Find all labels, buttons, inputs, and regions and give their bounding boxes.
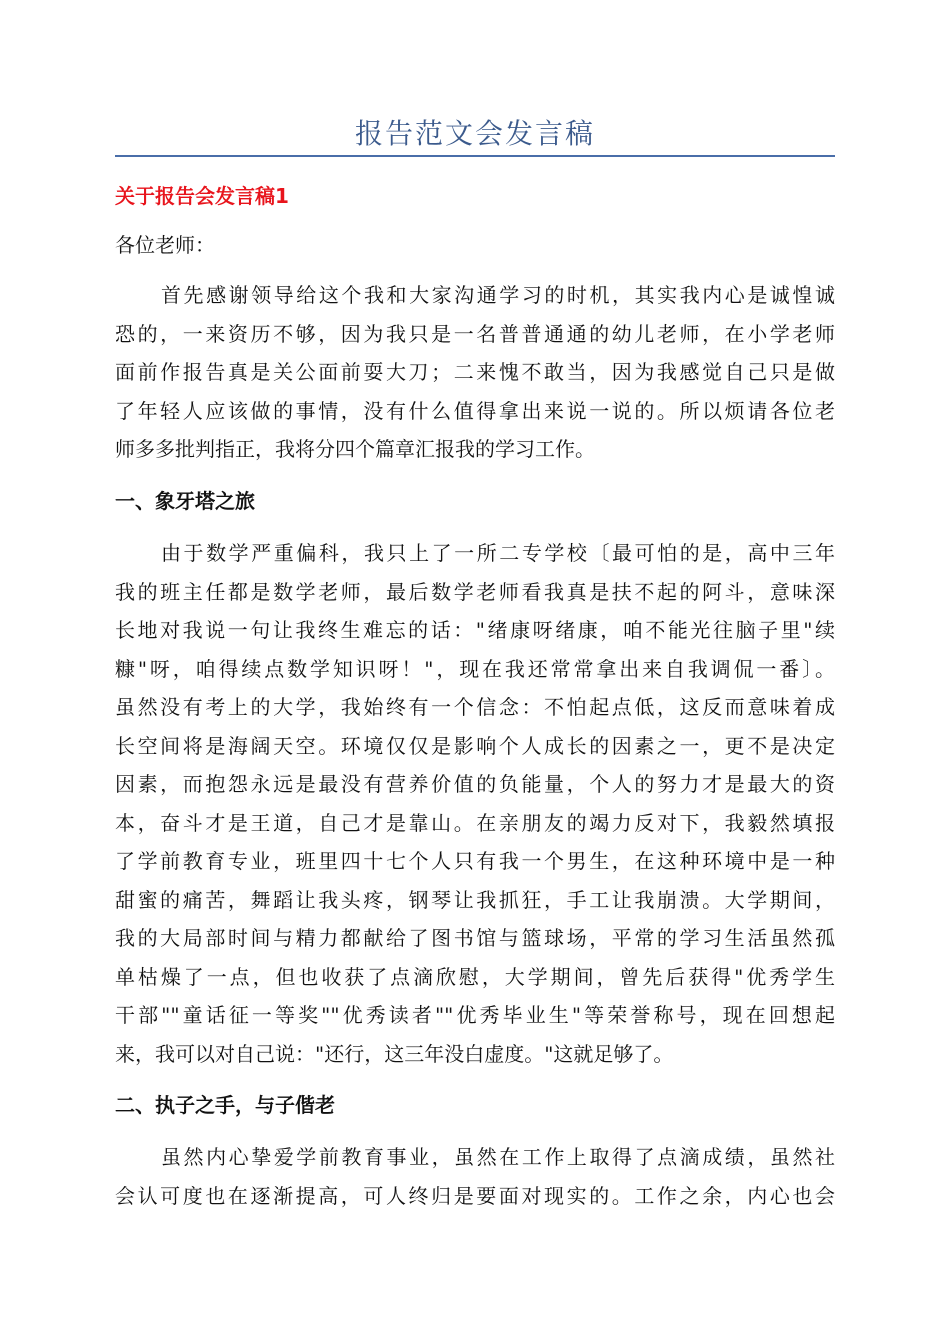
paragraph-line: 干部""童话征一等奖""优秀读者""优秀毕业生"等荣誉称号，现在回想起 <box>115 1003 835 1027</box>
paragraph-line: 甜蜜的痛苦，舞蹈让我头疼，钢琴让我抓狂，手工让我崩溃。大学期间， <box>115 887 835 912</box>
paragraph-line: 长地对我说一句让我终生难忘的话："绪康呀绪康，咱不能光往脑子里"续 <box>115 618 835 642</box>
paragraph-line: 虽然没有考上的大学，我始终有一个信念：不怕起点低，这反而意味着成 <box>115 695 835 719</box>
paragraph-line: 恐的，一来资历不够，因为我只是一名普普通通的幼儿老师，在小学老师 <box>115 321 835 346</box>
paragraph-line: 由于数学严重偏科，我只上了一所二专学校〔最可怕的是，高中三年 <box>161 541 835 565</box>
document-page <box>115 0 835 1344</box>
paragraph-line: 我的大局部时间与精力都献给了图书馆与篮球场，平常的学习生活虽然孤 <box>115 926 835 950</box>
section-2-paragraph <box>115 1138 835 1215</box>
section-heading-2: 二、执子之手，与子偕老 <box>115 1093 335 1117</box>
paragraph-line: 虽然内心挚爱学前教育事业，虽然在工作上取得了点滴成绩，虽然社 <box>161 1145 835 1169</box>
paragraph-line: 因素，而抱怨永远是最没有营养价值的负能量，个人的努力才是最大的资 <box>115 772 835 796</box>
paragraph-line: 我的班主任都是数学老师，最后数学老师看我真是扶不起的阿斗，意味深 <box>115 579 835 604</box>
paragraph-line: 首先感谢领导给这个我和大家沟通学习的时机，其实我内心是诚惶诚 <box>161 283 835 307</box>
paragraph-line: 面前作报告真是关公面前耍大刀；二来愧不敢当，因为我感觉自己只是做 <box>115 360 835 384</box>
subtitle-heading: 关于报告会发言稿1 <box>115 184 289 208</box>
title-divider <box>115 155 835 157</box>
paragraph-line: 师多多批判指正，我将分四个篇章汇报我的学习工作。 <box>115 437 595 461</box>
paragraph-line: 来，我可以对自己说："还行，这三年没白虚度。"这就足够了。 <box>115 1041 674 1066</box>
paragraph-line: 本，奋斗才是王道，自己才是靠山。在亲朋友的竭力反对下，我毅然填报 <box>115 810 835 835</box>
section-1-paragraph <box>115 534 835 1073</box>
paragraph-line: 了学前教育专业，班里四十七个人只有我一个男生，在这种环境中是一种 <box>115 849 835 873</box>
paragraph-line: 会认可度也在逐渐提高，可人终归是要面对现实的。工作之余，内心也会 <box>115 1183 835 1208</box>
intro-paragraph <box>115 276 835 469</box>
document-title: 报告范文会发言稿 <box>354 117 595 150</box>
paragraph-line: 单枯燥了一点，但也收获了点滴欣慰，大学期间，曾先后获得"优秀学生 <box>115 964 835 989</box>
paragraph-line: 了年轻人应该做的事情，没有什么值得拿出来说一说的。所以烦请各位老 <box>115 398 835 423</box>
paragraph-line: 长空间将是海阔天空。环境仅仅是影响个人成长的因素之一，更不是决定 <box>115 733 835 758</box>
paragraph-line: 糠"呀，咱得续点数学知识呀！"，现在我还常常拿出来自我调侃一番〕。 <box>115 656 835 681</box>
section-heading-1: 一、象牙塔之旅 <box>115 489 255 513</box>
salutation: 各位老师： <box>115 233 215 257</box>
